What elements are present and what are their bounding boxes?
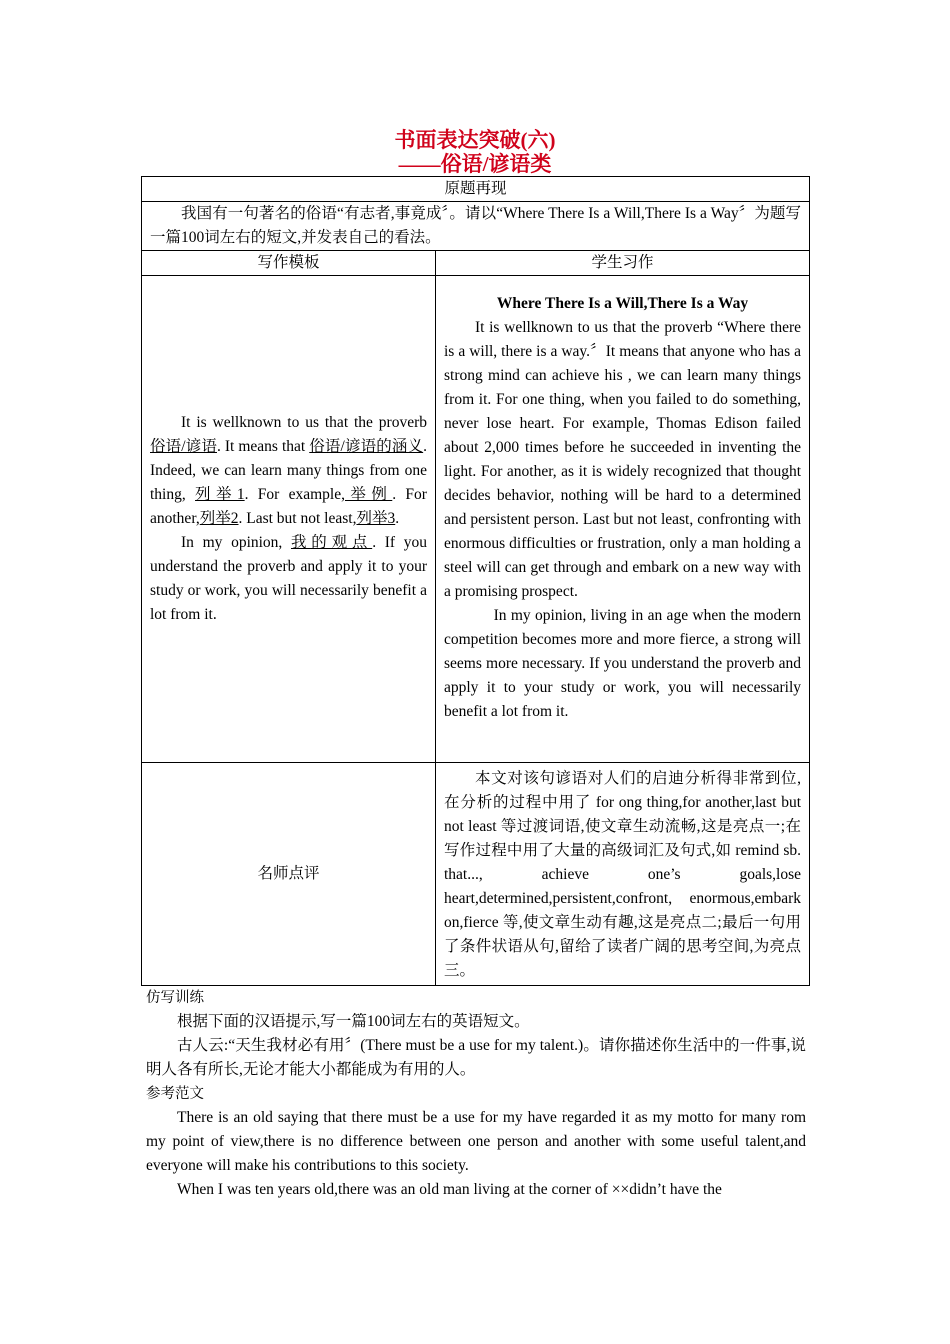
blank-opinion: 我的观点 <box>290 534 373 551</box>
template-paragraph-2: In my opinion, 我的观点. If you understand the proverb and apply it to your study or work, you will necessarily benefit a lot from it. <box>150 534 427 623</box>
blank-point-2: 列举2 <box>199 510 239 527</box>
template-column-header: 写作模板 <box>142 251 436 276</box>
blank-point-3: 列举3 <box>356 510 396 527</box>
comment-text: 本文对该句谚语对人们的启迪分析得非常到位,在分析的过程中用了 for ong thing,for another,last but not least 等过渡词语,使文章生动流畅,这是亮点一;在写作过程中用了大量的高级词汇及句式,如 remind sb. that..., achieve one’s goals,lose heart,determined,persistent,confront, enormous,embark on,fierce 等,使文章生动有趣,这是亮点二;最后一句用了条件状语从句,留给了读者广阔的思考空间,为亮点三。 <box>444 770 802 979</box>
page-title: 书面表达突破(六) <box>394 128 556 152</box>
blank-point-1: 列举1 <box>195 486 245 503</box>
section-original-header: 原题再现 <box>142 177 810 202</box>
template-cell <box>142 276 436 763</box>
comment-label: 名师点评 <box>142 763 436 986</box>
student-essay-cell <box>436 276 810 763</box>
comment-cell <box>436 763 810 986</box>
reference-paragraph-1: There is an old saying that there must be a use for my have regarded it as my motto for many rom my point of view,there is no difference between one person and another with some useful talent,and everyone will make his contributions to this society. <box>146 1109 806 1174</box>
blank-proverb: 俗语/谚语 <box>150 438 217 455</box>
essay-table <box>141 176 810 986</box>
page-subtitle: ——俗语/谚语类 <box>398 152 552 176</box>
practice-instruction: 根据下面的汉语提示,写一篇100词左右的英语短文。 <box>177 1013 530 1030</box>
practice-section <box>146 986 806 1202</box>
reference-heading: 参考范文 <box>146 1086 204 1102</box>
template-paragraph-1: It is wellknown to us that the proverb 俗语/谚语. It means that 俗语/谚语的涵义. Indeed, we can learn many things from one thing, 列举1. For example,举例. For another,列举2. Last but not least,列举3. <box>150 414 428 527</box>
practice-prompt: 古人云:“天生我材必有用〞(There must be a use for my talent.)。请你描述你生活中的一件事,说明人各有所长,无论才能大小都能成为有用的人。 <box>146 1037 806 1078</box>
blank-example: 举例 <box>345 486 393 503</box>
practice-heading: 仿写训练 <box>146 990 204 1006</box>
reference-paragraph-2: When I was ten years old,there was an old man living at the corner of ××didn’t have the <box>177 1181 722 1198</box>
blank-meaning: 俗语/谚语的涵义 <box>309 438 424 455</box>
original-prompt: 我国有一句著名的俗语“有志者,事竟成〞。请以“Where There Is a Will,There Is a Way〞为题写一篇100词左右的短文,并发表自己的看法。 <box>142 202 810 251</box>
essay-paragraph-2: In my opinion, living in an age when the modern competition becomes more and more fierce, a strong will seems more necessary. If you understand the proverb and apply it to your study or work, you will necessarily benefit a lot from it. <box>444 607 802 720</box>
essay-title: Where There Is a Will,There Is a Way <box>496 295 749 312</box>
student-column-header: 学生习作 <box>436 251 810 276</box>
essay-paragraph-1: It is wellknown to us that the proverb “Where there is a will, there is a way.〞It means that anyone who has a strong mind can achieve his , we can learn many things from it. For one thing, when you failed to do something, never lose heart. For example, Thomas Edison failed about 2,000 times before he succeeded in inventing the light. For another, as it is widely recognized that thought decides behavior, nothing will be hard to a determined and persistent person. Last but not least, confronting with enormous difficulties or frustration, only a man holding a steel will can get through and embark on a new way with a promising prospect. <box>444 319 802 600</box>
